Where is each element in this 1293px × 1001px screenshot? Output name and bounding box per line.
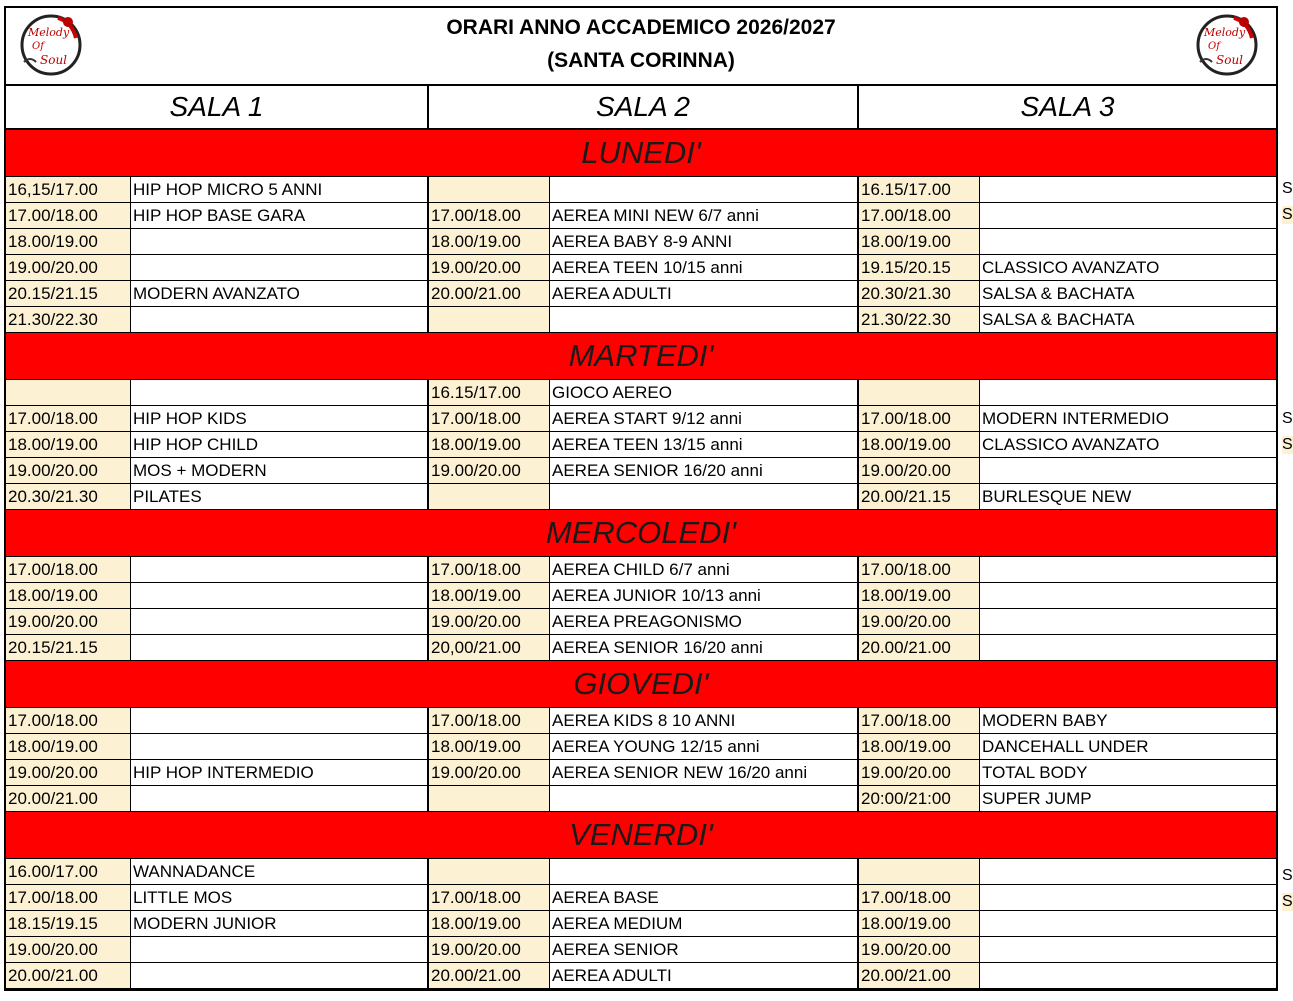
- time-cell: 19.00/20.00: [429, 255, 550, 280]
- schedule-row: [6, 583, 1276, 609]
- class-cell: [550, 786, 859, 811]
- class-cell: SALSA & BACHATA: [982, 284, 1135, 303]
- class-cell: AEREA KIDS 8 10 ANNI: [550, 708, 859, 733]
- class-cell: [131, 734, 429, 759]
- svg-text:Melody: Melody: [28, 26, 70, 39]
- schedule-row: [6, 786, 1276, 812]
- time-cell: [859, 859, 980, 884]
- time-cell: 17.00/18.00: [429, 557, 550, 582]
- class-cell: PILATES: [131, 484, 429, 509]
- schedule-row: [6, 963, 1276, 989]
- time-cell: 17.00/18.00: [6, 203, 131, 228]
- class-cell: AEREA START 9/12 anni: [550, 406, 859, 431]
- class-cell: AEREA MEDIUM: [550, 911, 859, 936]
- time-cell: 19.00/20.00: [6, 255, 131, 280]
- time-cell: 21.30/22.30: [6, 307, 131, 332]
- class-cell: WANNADANCE: [131, 859, 429, 884]
- schedule-row: [6, 380, 1276, 406]
- time-cell: 18.00/19.00: [859, 734, 980, 759]
- class-cell: AEREA PREAGONISMO: [550, 609, 859, 634]
- class-cell: [980, 458, 1276, 483]
- schedule-row: [6, 307, 1276, 333]
- time-cell: 17.00/18.00: [6, 557, 131, 582]
- schedule-row: [6, 734, 1276, 760]
- class-cell: [550, 859, 859, 884]
- svg-text:Melody: Melody: [1204, 26, 1246, 39]
- class-cell: [980, 583, 1276, 608]
- class-cell: [131, 583, 429, 608]
- time-cell: [429, 786, 550, 811]
- time-cell: 18.00/19.00: [429, 432, 550, 457]
- title-bar: [6, 8, 1276, 86]
- schedule-row: [6, 708, 1276, 734]
- day-band: LUNEDI': [6, 130, 1276, 177]
- class-cell: CLASSICO AVANZATO: [982, 258, 1160, 277]
- time-cell: 17.00/18.00: [859, 406, 980, 431]
- svg-text:Soul: Soul: [1216, 53, 1244, 67]
- schedule-row: [6, 911, 1276, 937]
- class-cell: [980, 963, 1276, 988]
- class-cell: TOTAL BODY: [982, 763, 1088, 782]
- svg-text:Of: Of: [32, 41, 44, 52]
- time-cell: [6, 380, 131, 405]
- time-cell: 19.00/20.00: [429, 760, 550, 785]
- time-cell: 20.15/21.15: [6, 635, 131, 660]
- time-cell: 20.00/21.00: [6, 963, 131, 988]
- class-cell: AEREA CHILD 6/7 anni: [550, 557, 859, 582]
- class-cell: MODERN INTERMEDIO: [982, 409, 1169, 428]
- time-cell: 18.00/19.00: [859, 583, 980, 608]
- class-cell: [131, 307, 429, 332]
- time-cell: 19.00/20.00: [6, 937, 131, 962]
- class-cell: [980, 203, 1276, 228]
- class-cell: GIOCO AEREO: [550, 380, 859, 405]
- class-cell: [131, 937, 429, 962]
- schedule-sheet: [4, 6, 1278, 991]
- class-cell: SALSA & BACHATA: [982, 310, 1135, 329]
- schedule-row: [6, 281, 1276, 307]
- time-cell: 18.00/19.00: [6, 229, 131, 254]
- time-cell: 20:00/21:00: [859, 786, 980, 811]
- time-cell: 18.00/19.00: [6, 583, 131, 608]
- class-cell: [980, 911, 1276, 936]
- class-cell: [980, 635, 1276, 660]
- class-cell: HIP HOP KIDS: [131, 406, 429, 431]
- class-cell: BURLESQUE NEW: [982, 487, 1132, 506]
- hall-3-heading: SALA 3: [1020, 91, 1115, 122]
- class-cell: [980, 229, 1276, 254]
- class-cell: AEREA YOUNG 12/15 anni: [550, 734, 859, 759]
- time-cell: 17.00/18.00: [6, 708, 131, 733]
- day-band: GIOVEDI': [6, 661, 1276, 708]
- class-cell: AEREA TEEN 10/15 anni: [550, 255, 859, 280]
- time-cell: 16,15/17.00: [6, 177, 131, 202]
- schedule-row: [6, 255, 1276, 281]
- schedule-row: [6, 458, 1276, 484]
- class-cell: [131, 255, 429, 280]
- class-cell: [131, 786, 429, 811]
- class-cell: HIP HOP BASE GARA: [131, 203, 429, 228]
- side-mark: S: [1282, 206, 1293, 223]
- hall-header: [6, 86, 1276, 130]
- class-cell: [550, 307, 859, 332]
- side-mark: S: [1282, 893, 1293, 910]
- side-mark: S: [1282, 436, 1293, 453]
- time-cell: [859, 380, 980, 405]
- class-cell: MODERN JUNIOR: [131, 911, 429, 936]
- time-cell: 19.00/20.00: [859, 458, 980, 483]
- class-cell: AEREA BASE: [550, 885, 859, 910]
- time-cell: 18.00/19.00: [429, 911, 550, 936]
- svg-text:Soul: Soul: [40, 53, 68, 67]
- schedule-row: [6, 432, 1276, 458]
- time-cell: 16.15/17.00: [859, 177, 980, 202]
- class-cell: AEREA SENIOR 16/20 anni: [550, 458, 859, 483]
- schedule-row: [6, 557, 1276, 583]
- time-cell: 18.00/19.00: [429, 734, 550, 759]
- time-cell: 17.00/18.00: [429, 708, 550, 733]
- time-cell: 20.00/21.00: [429, 281, 550, 306]
- class-cell: [550, 484, 859, 509]
- side-mark: S: [1282, 180, 1293, 197]
- time-cell: 17.00/18.00: [859, 557, 980, 582]
- class-cell: HIP HOP CHILD: [131, 432, 429, 457]
- class-cell: HIP HOP INTERMEDIO: [131, 760, 429, 785]
- time-cell: 18.00/19.00: [859, 911, 980, 936]
- class-cell: [980, 859, 1276, 884]
- class-cell: [131, 557, 429, 582]
- class-cell: AEREA JUNIOR 10/13 anni: [550, 583, 859, 608]
- time-cell: 18.00/19.00: [859, 229, 980, 254]
- schedule-row: [6, 760, 1276, 786]
- time-cell: 16.00/17.00: [6, 859, 131, 884]
- time-cell: [429, 307, 550, 332]
- time-cell: 20.00/21.00: [859, 963, 980, 988]
- class-cell: [980, 557, 1276, 582]
- class-cell: LITTLE MOS: [131, 885, 429, 910]
- class-cell: MOS + MODERN: [131, 458, 429, 483]
- time-cell: 19.00/20.00: [429, 937, 550, 962]
- time-cell: 17.00/18.00: [429, 406, 550, 431]
- class-cell: AEREA BABY 8-9 ANNI: [550, 229, 859, 254]
- side-mark: S: [1282, 410, 1293, 427]
- class-cell: SUPER JUMP: [982, 789, 1092, 808]
- time-cell: 21.30/22.30: [859, 307, 980, 332]
- time-cell: 19.00/20.00: [859, 609, 980, 634]
- page-subtitle: (SANTA CORINNA): [547, 49, 735, 72]
- class-cell: MODERN BABY: [982, 711, 1108, 730]
- day-band: MERCOLEDI': [6, 510, 1276, 557]
- time-cell: 17.00/18.00: [429, 885, 550, 910]
- time-cell: 18.00/19.00: [6, 734, 131, 759]
- time-cell: 17.00/18.00: [429, 203, 550, 228]
- time-cell: 19.00/20.00: [6, 760, 131, 785]
- class-cell: DANCEHALL UNDER: [982, 737, 1149, 756]
- time-cell: 17.00/18.00: [859, 203, 980, 228]
- schedule-row: [6, 229, 1276, 255]
- time-cell: 18.15/19.15: [6, 911, 131, 936]
- schedule-row: [6, 484, 1276, 510]
- schedule-row: [6, 609, 1276, 635]
- class-cell: [131, 229, 429, 254]
- class-cell: AEREA ADULTI: [550, 281, 859, 306]
- class-cell: AEREA ADULTI: [550, 963, 859, 988]
- class-cell: [131, 380, 429, 405]
- class-cell: [131, 609, 429, 634]
- class-cell: [131, 635, 429, 660]
- time-cell: 20.00/21.00: [859, 635, 980, 660]
- class-cell: AEREA MINI NEW 6/7 anni: [550, 203, 859, 228]
- time-cell: 20.30/21.30: [6, 484, 131, 509]
- time-cell: 17.00/18.00: [859, 708, 980, 733]
- class-cell: [980, 380, 1276, 405]
- class-cell: [550, 177, 859, 202]
- page-title: ORARI ANNO ACCADEMICO 2026/2027: [446, 16, 836, 39]
- time-cell: 20.00/21.00: [429, 963, 550, 988]
- time-cell: 20,00/21.00: [429, 635, 550, 660]
- schedule-row: [6, 859, 1276, 885]
- time-cell: 17.00/18.00: [6, 406, 131, 431]
- class-cell: [980, 885, 1276, 910]
- time-cell: 20.00/21.00: [6, 786, 131, 811]
- hall-2-heading: SALA 2: [429, 86, 859, 128]
- day-band: VENERDI': [6, 812, 1276, 859]
- class-cell: AEREA SENIOR: [550, 937, 859, 962]
- time-cell: 19.00/20.00: [859, 937, 980, 962]
- class-cell: [980, 609, 1276, 634]
- time-cell: 19.00/20.00: [429, 609, 550, 634]
- class-cell: [980, 177, 1276, 202]
- schedule-row: [6, 203, 1276, 229]
- day-band: MARTEDI': [6, 333, 1276, 380]
- time-cell: 18.00/19.00: [859, 432, 980, 457]
- time-cell: [429, 484, 550, 509]
- time-cell: 18.00/19.00: [429, 583, 550, 608]
- class-cell: [131, 708, 429, 733]
- schedule-row: [6, 406, 1276, 432]
- schedule-table: [6, 130, 1276, 989]
- time-cell: 16.15/17.00: [429, 380, 550, 405]
- hall-1-heading: SALA 1: [6, 86, 429, 128]
- class-cell: [131, 963, 429, 988]
- time-cell: 17.00/18.00: [859, 885, 980, 910]
- schedule-row: [6, 885, 1276, 911]
- time-cell: 19.00/20.00: [6, 458, 131, 483]
- time-cell: [429, 859, 550, 884]
- time-cell: 19.00/20.00: [859, 760, 980, 785]
- time-cell: 19.15/20.15: [859, 255, 980, 280]
- schedule-row: [6, 177, 1276, 203]
- schedule-row: [6, 635, 1276, 661]
- svg-text:Of: Of: [1208, 41, 1220, 52]
- class-cell: [980, 937, 1276, 962]
- time-cell: 20.30/21.30: [859, 281, 980, 306]
- class-cell: AEREA SENIOR NEW 16/20 anni: [550, 760, 859, 785]
- time-cell: 17.00/18.00: [6, 885, 131, 910]
- time-cell: 19.00/20.00: [429, 458, 550, 483]
- time-cell: 20.00/21.15: [859, 484, 980, 509]
- class-cell: HIP HOP MICRO 5 ANNI: [131, 177, 429, 202]
- schedule-row: [6, 937, 1276, 963]
- class-cell: AEREA TEEN 13/15 anni: [550, 432, 859, 457]
- time-cell: 19.00/20.00: [6, 609, 131, 634]
- time-cell: 20.15/21.15: [6, 281, 131, 306]
- time-cell: 18.00/19.00: [429, 229, 550, 254]
- melody-of-soul-logo: [1194, 12, 1260, 78]
- time-cell: 18.00/19.00: [6, 432, 131, 457]
- class-cell: MODERN AVANZATO: [131, 281, 429, 306]
- side-mark: S: [1282, 867, 1293, 884]
- class-cell: CLASSICO AVANZATO: [982, 435, 1160, 454]
- class-cell: AEREA SENIOR 16/20 anni: [550, 635, 859, 660]
- time-cell: [429, 177, 550, 202]
